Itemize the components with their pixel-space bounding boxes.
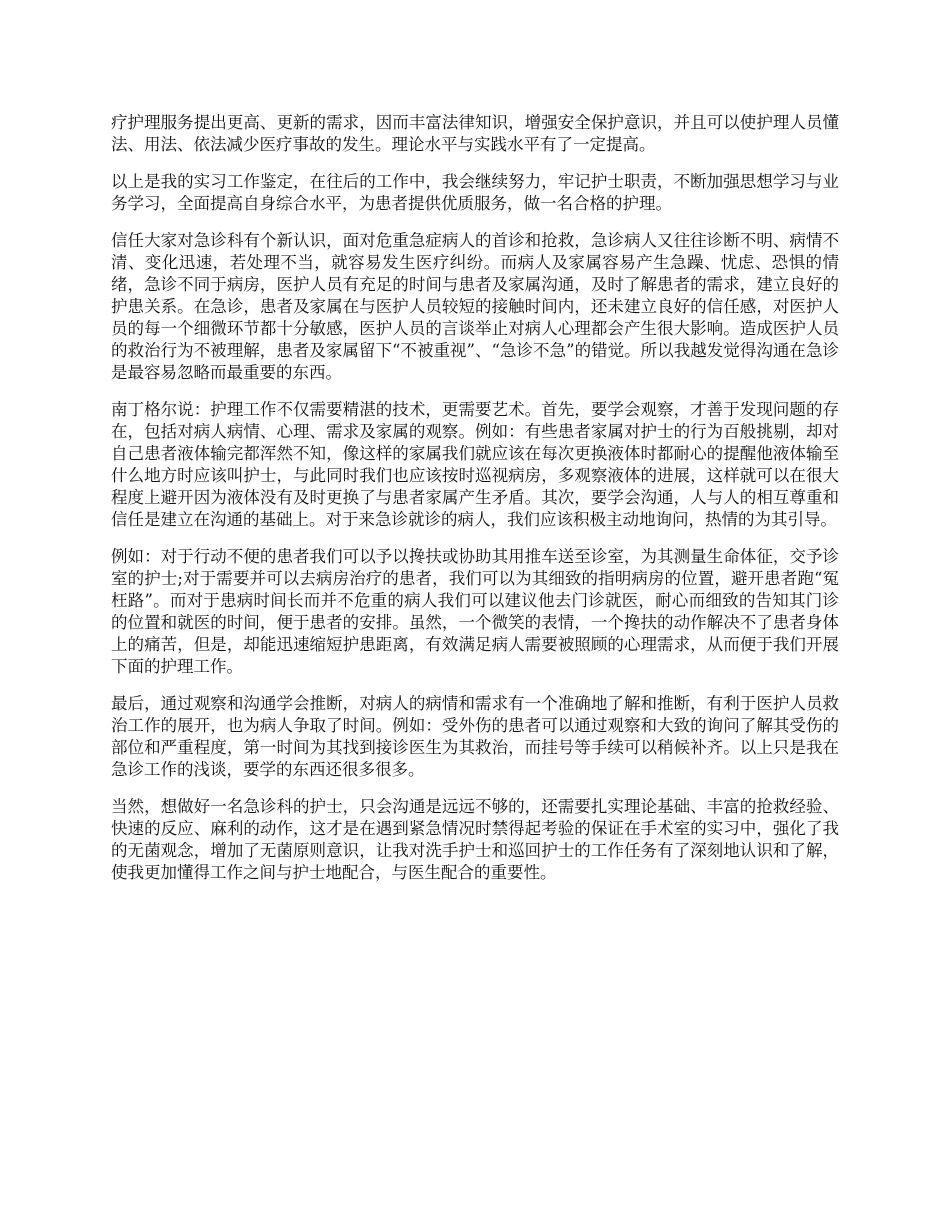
document-page	[111, 112, 839, 899]
paragraph-7: 当然，想做好一名急诊科的护士，只会沟通是远远不够的，还需要扎实理论基础、丰富的抢救经验、快速的反应、麻利的动作，这才是在遇到紧急情况时禁得起考验的保证在手术室的实习中，强化了我的无菌观念，增加了无菌原则意识，让我对洗手护士和巡回护士的工作任务有了深刻地认识和了解，使我更加懂得工作之间与护士地配合，与医生配合的重要性。	[111, 797, 839, 882]
paragraph-5: 例如：对于行动不便的患者我们可以予以搀扶或协助其用推车送至诊室，为其测量生命体征，交予诊室的护士;对于需要并可以去病房治疗的患者，我们可以为其细致的指明病房的位置，避开患者跑“冤枉路”。而对于患病时间长而并不危重的病人我们可以建议他去门诊就医，耐心而细致的告知其门诊的位置和就医的时间，便于患者的安排。虽然，一个微笑的表情，一个搀扶的动作解决不了患者身体上的痛苦，但是，却能迅速缩短护患距离，有效满足病人需要被照顾的心理需求，从而便于我们开展下面的护理工作。	[111, 547, 839, 676]
paragraph-4: 南丁格尔说：护理工作不仅需要精湛的技术，更需要艺术。首先，要学会观察，才善于发现问题的存在，包括对病人病情、心理、需求及家属的观察。例如：有些患者家属对护士的行为百般挑剔，却对自己患者液体输完都浑然不知，像这样的家属我们就应该在每次更换液体时都耐心的提醒他液体输至什么地方时应该叫护士，与此同时我们也应该按时巡视病房，多观察液体的进展，这样就可以在很大程度上避开因为液体没有及时更换了与患者家属产生矛盾。其次，要学会沟通，人与人的相互尊重和信任是建立在沟通的基础上。对于来急诊就诊的病人，我们应该积极主动地询问，热情的为其引导。	[111, 400, 839, 529]
paragraph-3: 信任大家对急诊科有个新认识，面对危重急症病人的首诊和抢救，急诊病人又往往诊断不明、病情不清、变化迅速，若处理不当，就容易发生医疗纠纷。而病人及家属容易产生急躁、忧虑、恐惧的情绪，急诊不同于病房，医护人员有充足的时间与患者及家属沟通，及时了解患者的需求，建立良好的护患关系。在急诊，患者及家属在与医护人员较短的接触时间内，还未建立良好的信任感，对医护人员的每一个细微环节都十分敏感，医护人员的言谈举止对病人心理都会产生很大影响。造成医护人员的救治行为不被理解，患者及家属留下“不被重视”、“急诊不急”的错觉。所以我越发觉得沟通在急诊是最容易忽略而最重要的东西。	[111, 231, 839, 382]
paragraph-6: 最后，通过观察和沟通学会推断，对病人的病情和需求有一个准确地了解和推断，有利于医护人员救治工作的展开，也为病人争取了时间。例如：受外伤的患者可以通过观察和大致的询问了解其受伤的部位和严重程度，第一时间为其找到接诊医生为其救治，而挂号等手续可以稍候补齐。以上只是我在急诊工作的浅谈，要学的东西还很多很多。	[111, 694, 839, 779]
paragraph-2: 以上是我的实习工作鉴定，在往后的工作中，我会继续努力，牢记护士职责，不断加强思想学习与业务学习，全面提高自身综合水平，为患者提供优质服务，做一名合格的护理。	[111, 172, 839, 213]
paragraph-1: 疗护理服务提出更高、更新的需求，因而丰富法律知识，增强安全保护意识，并且可以使护理人员懂法、用法、依法减少医疗事故的发生。理论水平与实践水平有了一定提高。	[111, 113, 839, 154]
